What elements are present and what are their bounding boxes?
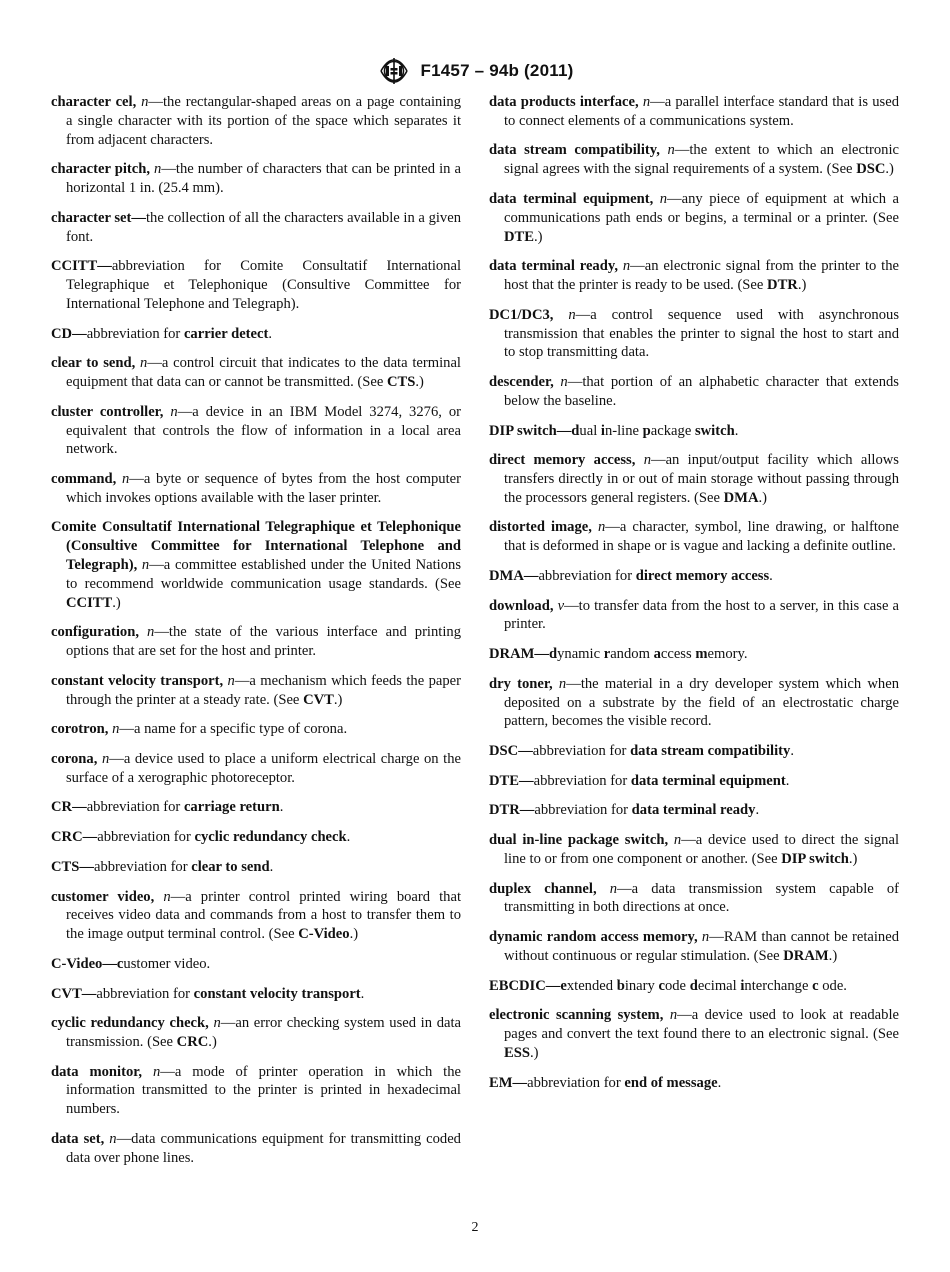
definition-text: ual bbox=[579, 422, 601, 439]
definition-text: —the number of characters that can be printed in a horizontal 1 in. (25.4 mm). bbox=[66, 161, 461, 197]
definition-text: andom bbox=[610, 646, 654, 663]
term-text: switch bbox=[694, 422, 735, 439]
definition-text: —any piece of equipment at which a communications path ends or begins, a terminal or a printer. (See bbox=[504, 190, 899, 226]
term-text: download, bbox=[489, 597, 554, 614]
term-text: DRAM bbox=[783, 947, 829, 964]
definition-text: —data communications equipment for transmitting coded data over phone lines. bbox=[66, 1130, 461, 1166]
term-text: r bbox=[603, 646, 611, 663]
part-of-speech: n bbox=[597, 519, 606, 536]
term-text: i bbox=[600, 422, 605, 439]
term-text: i bbox=[740, 977, 745, 994]
glossary-entry bbox=[51, 209, 461, 247]
definition-text: .) bbox=[349, 926, 359, 943]
term-text: c bbox=[658, 977, 665, 994]
definition-text: —a device used to place a uniform electrical charge on the surface of a xerographic photoreceptor. bbox=[66, 751, 461, 786]
definition-text: . bbox=[790, 743, 794, 760]
term-text: data set, bbox=[51, 1130, 105, 1147]
definition-text: the collection of all the characters available in a given font. bbox=[66, 209, 462, 245]
glossary-entry bbox=[489, 645, 899, 664]
definition-text: .) bbox=[112, 594, 121, 611]
definition-text: abbreviation for bbox=[538, 567, 636, 584]
definition-text bbox=[553, 307, 568, 323]
term-text: a bbox=[653, 646, 661, 663]
glossary-entry bbox=[489, 742, 899, 761]
term-text: data terminal equipment, bbox=[489, 190, 654, 207]
definition-text: . bbox=[269, 858, 274, 875]
definition-text: inary bbox=[624, 977, 659, 994]
part-of-speech: n bbox=[560, 374, 568, 391]
term-text: CVT— bbox=[51, 985, 97, 1002]
part-of-speech: n bbox=[558, 675, 567, 692]
definition-text: . bbox=[755, 802, 760, 819]
glossary-entry bbox=[51, 325, 461, 344]
definition-text: —a printer control printed wiring board that receives video data and commands from a host to transfer them to the image output terminal control. (See bbox=[66, 888, 462, 943]
glossary-entry bbox=[489, 801, 899, 820]
definition-text: —a character, symbol, line drawing, or halftone that is deformed in shape or is vague and lacking a definite outline. bbox=[504, 519, 899, 555]
glossary-entry bbox=[51, 1130, 461, 1168]
term-text: data terminal ready bbox=[631, 802, 756, 819]
definition-text: —a byte or sequence of bytes from the host computer which invokes options available with the laser printer. bbox=[66, 470, 461, 506]
term-text: data monitor, bbox=[51, 1063, 143, 1080]
part-of-speech: n bbox=[609, 880, 618, 897]
term-text: cyclic redundancy check bbox=[194, 829, 347, 846]
term-text: DC1/DC3, bbox=[489, 306, 554, 323]
definition-text: ecimal bbox=[697, 977, 741, 994]
definition-text: —that portion of an alphabetic character that extends below the baseline. bbox=[504, 374, 899, 409]
term-text: CTS bbox=[386, 374, 416, 391]
definition-text: ustomer video. bbox=[123, 955, 211, 972]
definition-text: —a control circuit that indicates to the data terminal equipment that data can or cannot be transmitted. (See bbox=[66, 355, 461, 391]
definition-text: .) bbox=[534, 228, 543, 245]
term-text: cluster controller, bbox=[51, 403, 164, 420]
term-text: configuration, bbox=[51, 624, 139, 641]
definition-text: abbreviation for bbox=[97, 829, 195, 846]
term-text: ESS bbox=[504, 1044, 530, 1061]
term-text: data terminal equipment bbox=[630, 772, 786, 789]
term-text: DIP switch—d bbox=[489, 422, 580, 439]
part-of-speech: n bbox=[227, 672, 235, 689]
term-text: dynamic random access memory, bbox=[489, 929, 698, 946]
definition-text: —a control sequence used with asynchronous transmission that enables the printer to signal the host to start and to stop transmitting data. bbox=[504, 306, 899, 361]
part-of-speech: n bbox=[669, 1007, 678, 1024]
term-text: p bbox=[642, 422, 651, 439]
definition-text: ccess bbox=[660, 646, 696, 663]
term-text: customer video, bbox=[51, 888, 155, 905]
term-text: distorted image, bbox=[489, 519, 592, 536]
glossary-entry bbox=[489, 451, 899, 507]
term-text: CR— bbox=[51, 799, 87, 816]
term-text: DTR— bbox=[489, 802, 535, 819]
term-text: m bbox=[695, 646, 708, 663]
term-text: clear to send bbox=[191, 858, 270, 875]
glossary-entry bbox=[489, 675, 899, 731]
definition-text: . bbox=[769, 567, 773, 584]
term-text: constant velocity transport bbox=[193, 985, 361, 1002]
term-text: data stream compatibility, bbox=[489, 142, 660, 159]
definition-text: abbreviation for bbox=[96, 985, 194, 1002]
definition-text: .) bbox=[848, 850, 858, 867]
definition-text: —a committee established under the United Nations to recommend worldwide communication usage standards. (See bbox=[66, 557, 461, 592]
glossary-entry bbox=[51, 750, 461, 788]
definition-text: —a device used to direct the signal line to or from one component or another. (See bbox=[504, 832, 900, 867]
term-text: DIP switch bbox=[781, 850, 849, 867]
glossary-entry bbox=[489, 373, 899, 411]
term-text: d bbox=[689, 977, 698, 994]
definition-text: abbreviation for Comite Consultatif International Telegraphique et Telephonique (Consultive Committee for International Telephone and Telegraph). bbox=[66, 258, 461, 312]
term-text: DSC bbox=[856, 161, 886, 178]
definition-text bbox=[139, 624, 147, 640]
term-text: EM— bbox=[489, 1074, 528, 1091]
term-text: CCITT bbox=[66, 594, 113, 611]
part-of-speech: n bbox=[141, 94, 149, 110]
glossary-entry bbox=[489, 1074, 899, 1093]
term-text: clear to send, bbox=[51, 355, 136, 372]
term-text: C-Video—c bbox=[51, 955, 124, 972]
glossary-entry bbox=[51, 1063, 461, 1119]
definition-text: .) bbox=[797, 277, 807, 294]
glossary-entry bbox=[489, 141, 899, 179]
glossary-entry bbox=[51, 720, 461, 739]
term-text: corotron, bbox=[51, 721, 109, 738]
term-text: CRC bbox=[176, 1034, 209, 1050]
term-text: Comite Consultatif International Telegraphique et Telephonique (Consultive Committee for International Telephone and Telegraph), bbox=[51, 519, 461, 574]
part-of-speech: n bbox=[152, 1063, 161, 1080]
part-of-speech: n bbox=[170, 403, 178, 420]
part-of-speech: v bbox=[557, 597, 565, 614]
definition-text bbox=[597, 881, 610, 897]
part-of-speech: n bbox=[642, 94, 651, 110]
glossary-entry bbox=[489, 928, 899, 966]
document-title: F1457 – 94b (2011) bbox=[420, 61, 574, 80]
definition-text: .) bbox=[828, 947, 838, 964]
definition-text: . bbox=[785, 772, 790, 789]
definition-text: .) bbox=[885, 161, 894, 178]
definition-text: . bbox=[268, 325, 273, 342]
glossary-entry bbox=[51, 403, 461, 459]
glossary-entry bbox=[51, 257, 461, 313]
glossary-entry bbox=[489, 567, 899, 586]
part-of-speech: n bbox=[154, 161, 162, 178]
term-text: cyclic redundancy check, bbox=[51, 1015, 209, 1032]
glossary-entry bbox=[51, 160, 461, 198]
part-of-speech: n bbox=[701, 929, 710, 946]
definition-text: abbreviation for bbox=[86, 325, 184, 342]
glossary-entry bbox=[489, 93, 899, 131]
definition-text: ode. bbox=[818, 977, 847, 994]
definition-text: —a mechanism which feeds the paper through the printer at a steady rate. (See bbox=[66, 672, 461, 708]
part-of-speech: n bbox=[121, 470, 130, 487]
definition-text: ode bbox=[664, 977, 690, 994]
glossary-entry bbox=[51, 672, 461, 710]
part-of-speech: n bbox=[141, 557, 150, 574]
left-column bbox=[51, 93, 461, 1178]
definition-text bbox=[154, 889, 163, 905]
definition-text: —an electronic signal from the printer to the host that the printer is ready to be used. (See bbox=[504, 258, 899, 294]
term-text: CCITT— bbox=[51, 258, 112, 275]
term-text: CRC— bbox=[51, 829, 98, 846]
term-text: character cel, bbox=[51, 94, 137, 110]
definition-text: n-line bbox=[604, 422, 643, 439]
part-of-speech: n bbox=[667, 142, 675, 159]
definition-text: —a device used to look at readable pages and convert the text found there to an electronic signal. (See bbox=[504, 1007, 899, 1043]
term-text: DMA— bbox=[489, 567, 539, 584]
term-text: carriage return bbox=[183, 799, 280, 816]
definition-text: —the state of the various interface and printing options that are set for the host and printer. bbox=[66, 624, 461, 660]
term-text: EBCDIC—e bbox=[489, 977, 567, 994]
term-text: carrier detect bbox=[183, 325, 269, 342]
term-text: C-Video bbox=[298, 926, 350, 943]
part-of-speech: n bbox=[112, 721, 120, 738]
part-of-speech: n bbox=[643, 452, 651, 469]
glossary-entry bbox=[51, 354, 461, 392]
definition-text: —the extent to which an electronic signal agrees with the signal requirements of a system. (See bbox=[504, 142, 899, 178]
term-text: end of message bbox=[624, 1074, 718, 1091]
definition-text: —to transfer data from the host to a server, in this case a printer. bbox=[504, 597, 899, 633]
glossary-entry bbox=[489, 831, 899, 869]
page-number: 2 bbox=[471, 1220, 479, 1235]
term-text: electronic scanning system, bbox=[489, 1007, 664, 1024]
definition-text: abbreviation for bbox=[86, 799, 184, 816]
definition-text: —a name for a specific type of corona. bbox=[119, 721, 348, 738]
term-text: DTR bbox=[767, 277, 798, 294]
term-text: dual in-line package switch, bbox=[489, 832, 669, 849]
term-text: DRAM—d bbox=[489, 646, 558, 663]
definition-text: —RAM than cannot be retained without continuous or regular stimulation. (See bbox=[504, 929, 899, 964]
term-text: character pitch, bbox=[51, 161, 150, 178]
glossary-entry bbox=[51, 985, 461, 1004]
definition-text: . bbox=[279, 799, 284, 816]
glossary-entry bbox=[51, 828, 461, 847]
definition-text: .) bbox=[529, 1044, 539, 1061]
definition-text: .) bbox=[333, 691, 343, 708]
term-text: c bbox=[812, 977, 819, 994]
part-of-speech: n bbox=[147, 624, 155, 641]
glossary-entry bbox=[489, 518, 899, 556]
definition-text: abbreviation for bbox=[527, 1074, 625, 1091]
part-of-speech: n bbox=[163, 888, 171, 905]
term-text: DTE bbox=[504, 228, 535, 245]
definition-text: abbreviation for bbox=[532, 743, 631, 760]
page-header bbox=[0, 56, 950, 86]
term-text: b bbox=[616, 977, 625, 994]
glossary-entry bbox=[51, 1014, 461, 1052]
definition-text: —an error checking system used in data transmission. (See bbox=[66, 1015, 461, 1050]
part-of-speech: n bbox=[659, 190, 668, 207]
glossary-entry bbox=[489, 597, 899, 635]
definition-text: —an input/output facility which allows transfers directly in or out of main storage without passing through the processors general registers. (See bbox=[504, 452, 899, 506]
definition-text: —the material in a dry developer system which when deposited on a substrate by the field of an electrostatic charge pattern, becomes the visible record. bbox=[504, 675, 899, 730]
glossary-entry bbox=[489, 977, 899, 996]
glossary-entry bbox=[489, 257, 899, 295]
glossary-entry bbox=[489, 422, 899, 441]
term-text: character set— bbox=[51, 209, 146, 226]
term-text: corona, bbox=[51, 751, 98, 767]
term-text: DTE— bbox=[489, 772, 534, 789]
glossary-entry bbox=[51, 623, 461, 661]
term-text: duplex channel, bbox=[489, 880, 597, 897]
definition-text bbox=[142, 1064, 153, 1080]
part-of-speech: n bbox=[673, 832, 682, 849]
definition-text: abbreviation for bbox=[534, 802, 632, 819]
definition-text: —a mode of printer operation in which the information transmitted to the printer is printed in hexadecimal numbers. bbox=[66, 1063, 461, 1118]
definition-text: abbreviation for bbox=[93, 858, 192, 875]
term-text: dry toner, bbox=[489, 675, 553, 692]
definition-text bbox=[635, 452, 643, 468]
definition-text: —a device in an IBM Model 3274, 3276, or equivalent that controls the flow of information in a local area network. bbox=[66, 403, 461, 458]
definition-text: .) bbox=[758, 489, 768, 506]
glossary-entry bbox=[51, 518, 461, 612]
part-of-speech: n bbox=[622, 258, 631, 275]
astm-logo-icon bbox=[377, 56, 411, 86]
term-text: descender, bbox=[489, 374, 554, 391]
definition-text: . bbox=[734, 422, 739, 439]
definition-text: nterchange bbox=[744, 977, 813, 994]
part-of-speech: n bbox=[140, 355, 148, 372]
definition-text: . bbox=[360, 985, 365, 1002]
definition-text: ackage bbox=[650, 422, 695, 439]
term-text: constant velocity transport, bbox=[51, 672, 224, 689]
glossary-entry bbox=[489, 190, 899, 246]
term-text: CTS— bbox=[51, 858, 94, 875]
term-text: command, bbox=[51, 470, 117, 487]
glossary-entry bbox=[489, 306, 899, 362]
term-text: DSC— bbox=[489, 743, 533, 760]
term-text: CD— bbox=[51, 325, 87, 342]
glossary-entry bbox=[51, 888, 461, 944]
term-text: data terminal ready, bbox=[489, 258, 618, 275]
definition-text: —the rectangular-shaped areas on a page containing a single character with its portion of the space which separates it from adjacent characters. bbox=[66, 94, 461, 148]
definition-text: abbreviation for bbox=[533, 772, 631, 789]
term-text: CVT bbox=[303, 691, 334, 708]
definition-text: .) bbox=[415, 374, 424, 391]
term-text: direct memory access, bbox=[489, 452, 636, 469]
definition-text: emory. bbox=[707, 646, 748, 663]
glossary-entry bbox=[51, 470, 461, 508]
right-column bbox=[489, 93, 899, 1103]
glossary-entry bbox=[489, 1006, 899, 1062]
term-text: direct memory access bbox=[635, 567, 770, 584]
definition-text: —a data transmission system capable of transmitting in both directions at once. bbox=[504, 880, 900, 916]
glossary-entry bbox=[489, 880, 899, 918]
part-of-speech: n bbox=[109, 1130, 117, 1147]
definition-text: —a parallel interface standard that is used to connect elements of a communications system. bbox=[504, 94, 899, 129]
glossary-entry bbox=[51, 798, 461, 817]
part-of-speech: n bbox=[101, 751, 110, 767]
definition-text: . bbox=[717, 1074, 722, 1091]
term-text: data products interface, bbox=[489, 94, 639, 110]
glossary-entry bbox=[51, 858, 461, 877]
glossary-entry bbox=[51, 93, 461, 149]
definition-text: xtended bbox=[566, 977, 617, 994]
term-text: data stream compatibility bbox=[630, 743, 791, 760]
definition-text: . bbox=[346, 829, 351, 846]
part-of-speech: n bbox=[568, 306, 576, 323]
glossary-entry bbox=[489, 772, 899, 791]
glossary-entry bbox=[51, 955, 461, 974]
definition-text: ynamic bbox=[557, 646, 604, 663]
definition-text: .) bbox=[208, 1034, 217, 1050]
part-of-speech: n bbox=[213, 1015, 221, 1032]
term-text: DMA bbox=[723, 489, 759, 506]
